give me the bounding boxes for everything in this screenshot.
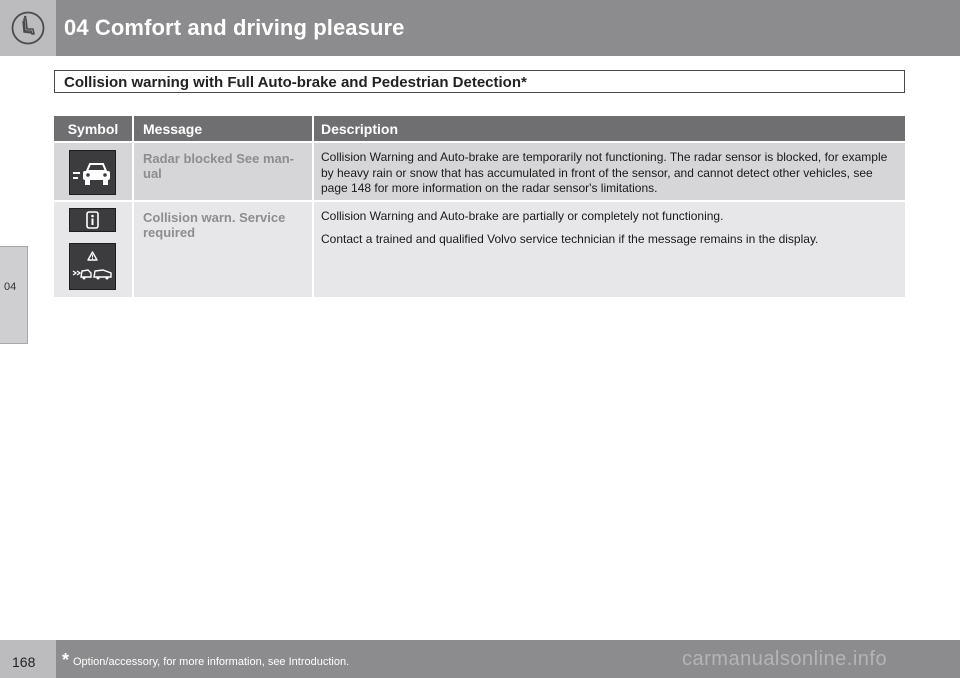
column-header-description: Description: [312, 116, 905, 141]
page-number: 168: [12, 654, 36, 670]
section-title: Collision warning with Full Auto-brake and Pedestrian Detection*: [54, 70, 905, 93]
message-cell: Radar blocked See man-ual: [132, 143, 312, 200]
description-cell: [312, 202, 905, 297]
table-row: [54, 200, 905, 297]
footnote-text: Option/accessory, for more information, see Introduction.: [73, 656, 350, 668]
info-icon: [69, 208, 116, 232]
chapter-tab-label: 04: [4, 281, 17, 293]
description-cell: [312, 143, 905, 200]
symbol-cell: [54, 202, 132, 297]
symbol-cell: [54, 143, 132, 200]
page-number-box: [0, 640, 56, 678]
header-icon-box: [0, 0, 56, 56]
message-cell: Collision warn. Service required: [132, 202, 312, 297]
description-paragraph: Collision Warning and Auto-brake are partially or completely not functioning.: [321, 209, 724, 223]
table-row: [54, 141, 905, 200]
collision-warning-icon: [69, 243, 116, 290]
footnote-star: *: [62, 650, 70, 670]
page-header: [0, 0, 960, 56]
watermark: carmanualsonline.info: [682, 648, 888, 670]
message-table: [54, 116, 905, 297]
description-paragraph: Collision Warning and Auto-brake are temporarily not functioning. The radar sensor is blocked, for example by heavy rain or snow that has accumulated in front of the sensor, and cannot detect other vehicles, see page 148 for more information on the radar sensor's limitations.: [321, 150, 888, 195]
column-header-message: Message: [132, 116, 312, 141]
column-header-symbol: Symbol: [67, 121, 119, 137]
seat-icon: [11, 11, 45, 45]
chapter-tab: [0, 246, 28, 344]
table-header: [54, 116, 905, 141]
car-radar-warning-icon: [69, 150, 116, 195]
page-title: 04 Comfort and driving pleasure: [64, 15, 405, 40]
description-paragraph: Contact a trained and qualified Volvo service technician if the message remains in the display.: [321, 231, 819, 246]
